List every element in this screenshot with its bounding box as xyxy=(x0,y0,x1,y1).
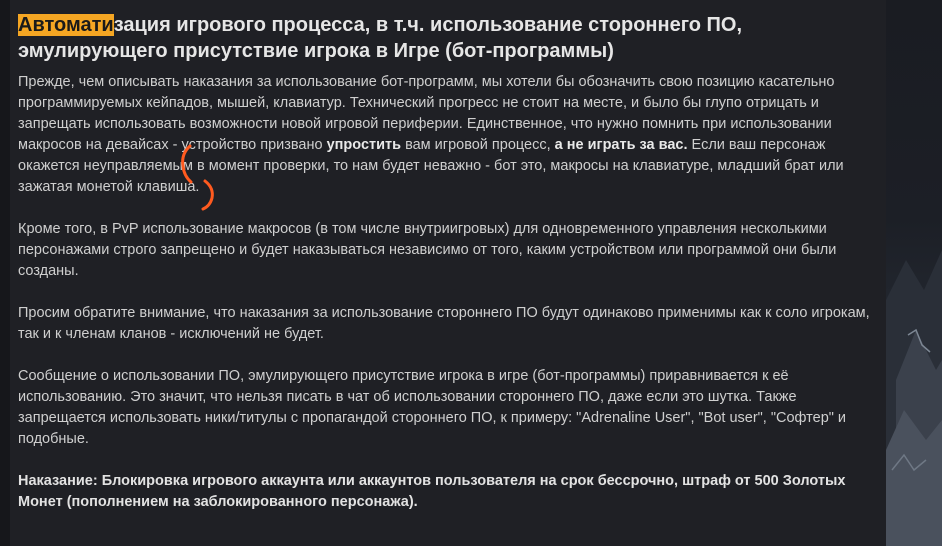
left-gutter xyxy=(0,0,10,546)
paragraph-clans: Просим обратите внимание, что наказания за использование стороннего ПО будут одинаково применимы как к соло игрокам, так и к членам кланов - исключений не будет. xyxy=(18,305,870,342)
background-artwork xyxy=(886,0,942,546)
heading-highlighted-text: Автомати xyxy=(18,14,114,36)
emphasis-simplify: упростить xyxy=(326,137,402,153)
section-heading xyxy=(18,12,880,64)
paragraph-bot-mentions: Сообщение о использовании ПО, эмулирующего присутствие игрока в игре (бот-программы) приравнивается к её использованию. Это значит, что нельзя писать в чат об использовании стороннего ПО, даже если это шутка. Также запрещается использовать ники/титулы с пропагандой стороннего ПО, к примеру: "Adrenaline User", "Bot user", "Софтер" и подобные. xyxy=(18,368,847,447)
heading-text: зация игрового процесса, в т.ч. использование стороннего ПО, эмулирующего присутствие игрока в Игре (бот-программы) xyxy=(18,14,743,62)
paragraph-macros-text-1: Прежде, чем описывать наказания за использование бот-программ, мы хотели бы обозначить свою позицию касательно программируемых кейпадов, мышей, клавиатур. Технический прогресс не стоит на месте, и было бы глупо отрицать и запрещать использовать возможности новой игровой периферии. Единственное, что нужно помнить при использовании макросов на девайсах - устройство призвано xyxy=(18,74,835,153)
paragraph-macros-text-2: вам игровой процесс, xyxy=(401,137,555,153)
paragraph-macros xyxy=(18,72,880,198)
penalty-text: Наказание: Блокировка игрового аккаунта или аккаунтов пользователя на срок бессрочно, штраф от 500 Золотых Монет (пополнением на заблокированного персонажа). xyxy=(18,473,846,510)
paragraph-pvp-macros: Кроме того, в PvP использование макросов (в том числе внутриигровых) для одновременного управления несколькими персонажами строго запрещено и будет наказываться независимо от того, каким устройством или программой они были созданы. xyxy=(18,221,837,279)
rules-article xyxy=(18,12,880,513)
paragraph-macros-text-3: Если ваш персонаж окажется неуправляемым в момент проверки, то нам будет неважно - бот это, макросы на клавиатуре, младший брат или зажатая монетой клавиша. xyxy=(18,137,844,195)
emphasis-not-play-for-you: а не играть за вас. xyxy=(554,137,688,153)
